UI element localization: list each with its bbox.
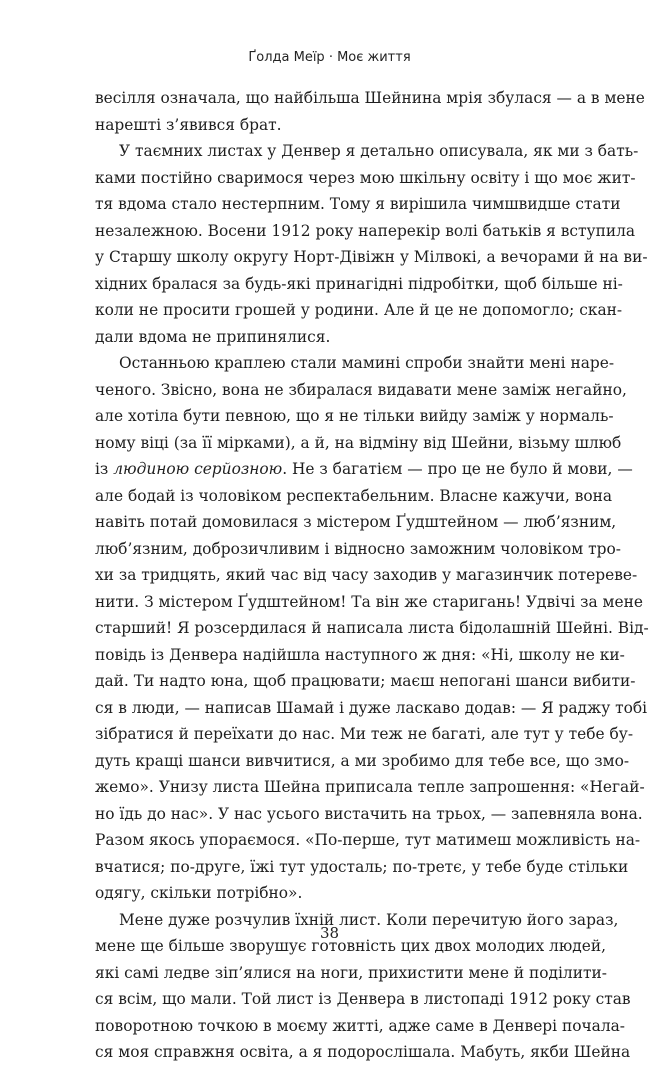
text-line: зібратися й переїхати до нас. Ми теж не багаті, але тут у тебе бу-: [95, 725, 634, 743]
text-line: мене ще більше зворушує готовність цих двох молодих людей,: [95, 937, 606, 955]
text-line: весілля означала, що найбільша Шейнина мрія збулася — а в мене: [95, 89, 645, 107]
text-line: ками постійно сваримося через мою шкільну освіту і що моє жит-: [95, 168, 636, 187]
body-text: [95, 85, 649, 1066]
text-line: Разом якось упораємося. «По-перше, тут матимеш можливість на-: [95, 831, 641, 849]
text-line: нити. З містером Ґудштейном! Та він же старигань! Удвічі за мене: [95, 592, 643, 611]
text-line: незалежною. Восени 1912 року наперекір волі батьків я вступила: [95, 221, 636, 240]
text-line: поворотною точкою в моєму житті, адже саме в Денвері почала-: [95, 1016, 625, 1035]
text-line: одягу, скільки потрібно».: [95, 884, 303, 902]
text-line: старший! Я розсердилася й написала листа бідолашній Шейні. Від-: [95, 619, 649, 637]
text-line: хідних бралася за будь-які принагідні підробітки, щоб більше ні-: [95, 274, 623, 293]
text-line: ся в люди, — написав Шамай і дуже ласкаво додав: — Я раджу тобі: [95, 698, 648, 717]
text-line: люб’язним, доброзичливим і відносно заможним чоловіком тро-: [95, 539, 621, 558]
text-line: У таємних листах у Денвер я детально описувала, як ми з бать-: [119, 142, 639, 160]
text-line: Останньою краплею стали мамині спроби знайти мені наре-: [119, 354, 615, 372]
text-line: коли не просити грошей у родини. Але й це не допомогло; скан-: [95, 301, 623, 319]
text-line: ся моя справжня освіта, а я подорослішала. Мабуть, якби Шейна: [95, 1043, 631, 1061]
text-line: ченого. Звісно, вона не збиралася видавати мене заміж негайно,: [95, 380, 627, 399]
text-line: жемо». Унизу листа Шейна приписала тепле запрошення: «Негай-: [95, 778, 645, 796]
text-line: нарешті з’явився брат.: [95, 115, 282, 134]
text-segment: із: [95, 460, 114, 478]
text-line: дали вдома не припинялися.: [95, 327, 331, 346]
text-line: вчатися; по-друге, їжі тут удосталь; по-третє, у тебе буде стільки: [95, 857, 629, 876]
text-line: Мене дуже розчулив їхній лист. Коли перечитую його зараз,: [119, 910, 619, 929]
text-line: дай. Ти надто юна, щоб працювати; маєш непогані шанси вибити-: [95, 672, 636, 690]
text-line: але бодай із чоловіком респектабельним. Власне кажучи, вона: [95, 486, 613, 505]
text-line: ся всім, що мали. Той лист із Денвера в листопаді 1912 року став: [95, 990, 631, 1008]
text-line: дуть кращі шанси вивчитися, а ми зробимо для тебе все, що змо-: [95, 751, 630, 770]
text-line: у Старшу школу округу Норт-Дівіжн у Мілвокі, а вечорами й на ви-: [95, 248, 648, 266]
text-line: які самі ледве зіп’ялися на ноги, прихистити мене й поділити-: [95, 963, 607, 982]
running-header: Ґолда Меїр · Моє життя: [248, 50, 411, 65]
text-line: [95, 456, 633, 483]
text-line: но їдь до нас». У нас усього вистачить на трьох, — запевняла вона.: [95, 804, 643, 823]
text-segment: . Не з багатієм — про це не було й мови, —: [282, 460, 633, 478]
emphasized-text: людиною серйозною: [113, 460, 283, 478]
text-line: хи за тридцять, який час від часу заходив у магазинчик потереве-: [95, 566, 638, 584]
text-line: тя вдома стало нестерпним. Тому я вирішила чимшвидше стати: [95, 195, 621, 213]
text-line: повідь із Денвера надійшла наступного ж дня: «Ні, школу не ки-: [95, 645, 625, 664]
page-number: 38: [319, 924, 340, 942]
text-line: але хотіла бути певною, що я не тільки вийду заміж у нормаль-: [95, 407, 614, 425]
text-line: ному віці (за її мірками), а й, на відміну від Шейни, візьму шлюб: [95, 433, 622, 452]
text-line: навіть потай домовилася з містером Ґудштейном — люб’язним,: [95, 513, 617, 531]
